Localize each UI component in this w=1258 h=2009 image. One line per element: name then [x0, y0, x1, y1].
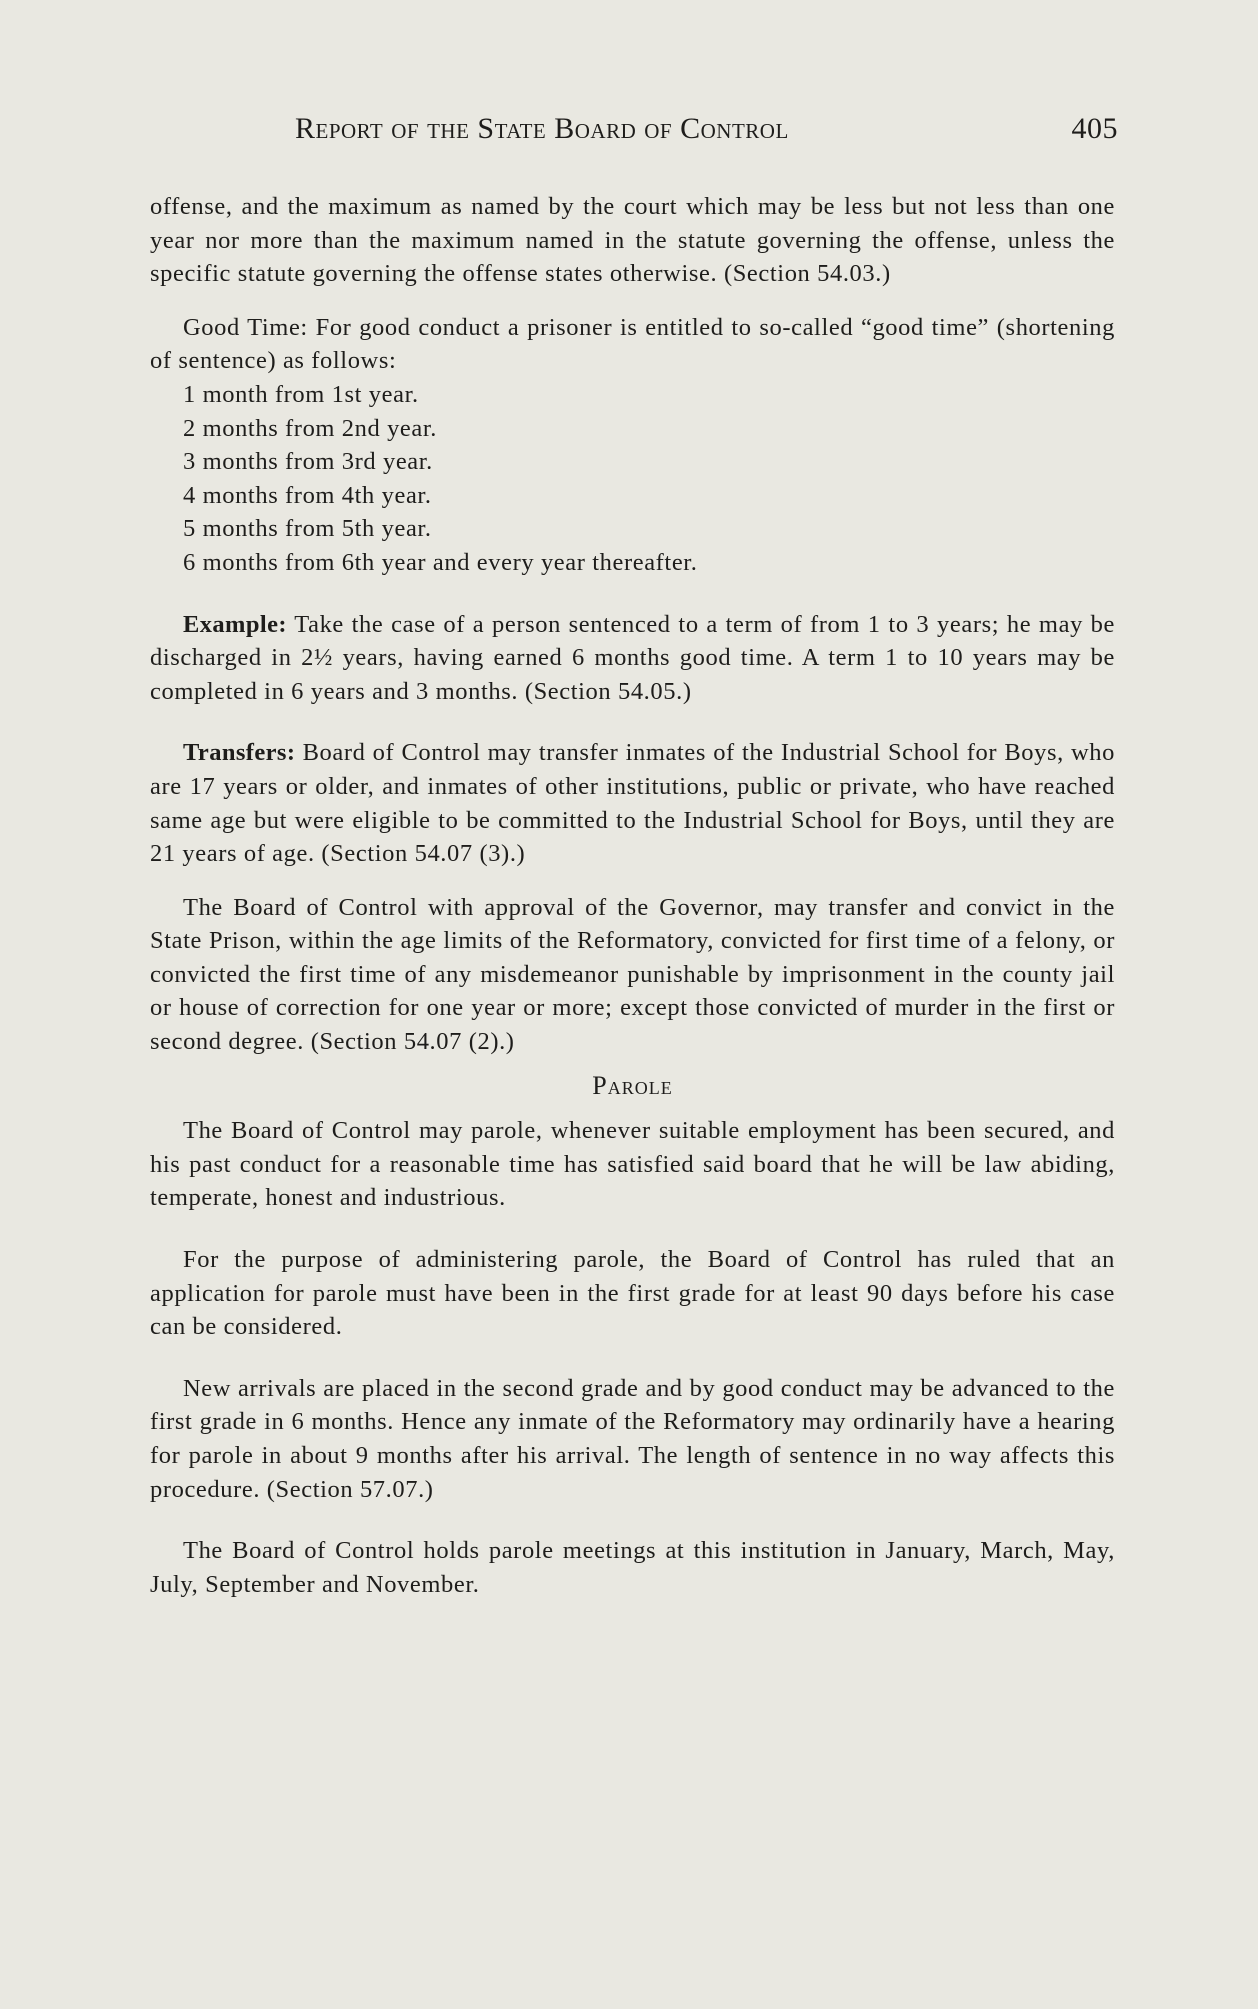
list-item: 2 months from 2nd year. — [183, 414, 438, 442]
parole-paragraph: The Board of Control may parole, whenever suitable employment has been secured, and his past conduct for a reasonable time has satisfied said board that he will be law abiding, temperate, honest and industrious. — [150, 1117, 1115, 1212]
transfers-paragraph — [150, 736, 1115, 870]
body-text — [150, 190, 1115, 1601]
paragraph-continued: offense, and the maximum as named by the court which may be less but not less than one year nor more than the maximum named in the statute governing the offense, unless the specific statute governing the offense states otherwise. (Section 54.03.) — [150, 193, 1115, 288]
list-item: 1 month from 1st year. — [183, 380, 419, 408]
running-head — [150, 112, 1118, 158]
parole-paragraph: New arrivals are placed in the second grade and by good conduct may be advanced to the first grade in 6 months. Hence any inmate of the Reformatory may ordinarily have a hearing for parole in about 9 months after his arrival. The length of sentence in no way affects this procedure. (Section 57.07.) — [150, 1374, 1115, 1503]
list-item: 4 months from 4th year. — [183, 481, 432, 509]
example-paragraph — [150, 608, 1115, 709]
good-time-list — [150, 378, 1115, 580]
running-head-title: Report of the State Board of Control — [295, 112, 789, 145]
example-text: Take the case of a person sentenced to a term of from 1 to 3 years; he may be discharged in 2½ years, having earned 6 months good time. A term 1 to 10 years may be completed in 6 years and 3 months. (Section 54.05.) — [150, 610, 1115, 705]
section-heading-parole: Parole — [592, 1070, 673, 1100]
transfers-text: Board of Control may transfer inmates of the Industrial School for Boys, who are 17 years or older, and inmates of other institutions, public or private, who have reached same age but were eligible to be committed to the Industrial School for Boys, until they are 21 years of age. (Section 54.07 (3).) — [150, 739, 1115, 868]
list-item: 6 months from 6th year and every year thereafter. — [183, 548, 698, 576]
transfers-label: Transfers: — [183, 739, 296, 767]
list-item: 5 months from 5th year. — [183, 515, 432, 543]
example-label: Example: — [183, 610, 287, 638]
page-number: 405 — [1071, 112, 1118, 145]
transfer-prison-paragraph: The Board of Control with approval of the Governor, may transfer and convict in the State Prison, within the age limits of the Reformatory, convicted for first time of a felony, or convicted the first time of any misdemeanor punishable by imprisonment in the county jail or house of correction for one year or more; except those convicted of murder in the first or second degree. (Section 54.07 (2).) — [150, 893, 1115, 1056]
parole-paragraph: The Board of Control holds parole meetings at this institution in January, March, May, July, September and November. — [150, 1537, 1115, 1598]
list-item: 3 months from 3rd year. — [183, 448, 433, 476]
good-time-intro: Good Time: For good conduct a prisoner is entitled to so-called “good time” (shortening of sentence) as follows: — [150, 313, 1115, 375]
parole-paragraph: For the purpose of administering parole, the Board of Control has ruled that an application for parole must have been in the first grade for at least 90 days before his case can be considered. — [150, 1246, 1115, 1341]
